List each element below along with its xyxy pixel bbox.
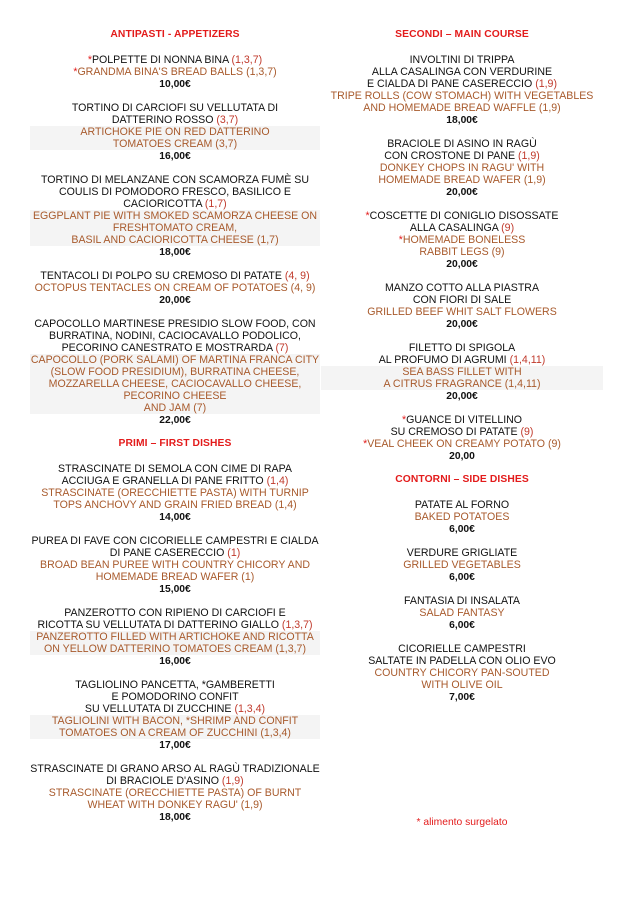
dish-text: STRASCINATE DI GRANO ARSO AL RAGÙ TRADIZIONALE [30,763,320,775]
dish-text: INVOLTINI DI TRIPPA [409,54,515,66]
dish-text: COSCETTE DI CONIGLIO DISOSSATE [369,210,559,222]
dish-text: TOMATOES ON A CREAM OF ZUCCHINI (1,3,4) [59,727,291,739]
menu-dish [321,282,603,331]
dish-text: CON FIORI DI SALE [412,294,512,306]
dish-text: RABBIT LEGS (9) [419,246,505,258]
dish-text: SU CREMOSO DI PATATE [390,426,521,438]
dish-price: 22,00€ [159,415,191,426]
dish-name-italian [30,619,320,631]
dish-name-english [30,138,320,150]
dish-price: 7,00€ [449,692,475,703]
menu-dish [321,595,603,632]
dish-name-english [30,559,320,571]
allergen-codes: (1,4,11) [509,354,546,366]
dish-text: MOZZARELLA CHEESE, CACIOCAVALLO CHEESE, [48,378,302,390]
dish-name-italian [30,174,320,186]
dish-price: 17,00€ [159,740,191,751]
dish-name-english [30,366,320,378]
allergen-codes: (1,3,7) [281,619,313,631]
dish-text: TORTINO DI MELANZANE CON SCAMORZA FUMÈ SU [40,174,309,186]
allergen-codes: (4, 9) [284,270,310,282]
dish-text: HOMEMADE BREAD WAFER (1) [95,571,255,583]
dish-text: STRASCINATE (ORECCHIETTE PASTA) OF BURNT [48,787,302,799]
menu-dish [30,607,320,668]
dish-name-english [30,222,320,234]
allergen-codes: (1,9) [535,78,557,90]
allergen-codes: (3,7) [216,114,239,126]
dish-name-english [321,366,603,378]
menu-section [30,29,320,427]
dish-text: PECORINO CANESTRATO E MOSTRARDA [61,342,276,354]
dish-name-english [321,174,603,186]
dish-name-italian [321,294,603,306]
dish-text: EGGPLANT PIE WITH SMOKED SCAMORZA CHEESE ON [32,210,318,222]
dish-text: DATTERINO ROSSO [111,114,217,126]
dish-text: TOPS ANCHOVY AND GRAIN FRIED BREAD (1,4) [53,499,297,511]
dish-name-italian [321,655,603,667]
dish-text: DONKEY CHOPS IN RAGU' WITH [379,162,545,174]
dish-text: BRACIOLE DI ASINO IN RAGÙ [387,138,537,150]
menu-dish [30,763,320,824]
dish-text: GRILLED BEEF WHIT SALT FLOWERS [367,306,557,318]
dish-name-english [321,378,603,390]
allergen-codes: (9) [520,426,534,438]
dish-name-english [30,727,320,739]
dish-price: 20,00€ [159,295,191,306]
dish-name-italian [30,475,320,487]
dish-name-italian [321,499,603,511]
menu-dish [321,414,603,463]
dish-text: PATATE AL FORNO [414,499,510,511]
dish-name-english [30,631,320,643]
dish-text: E POMODORINO CONFIT [111,691,239,703]
dish-name-italian [30,198,320,210]
dish-text: PUREA DI FAVE CON CICORIELLE CAMPESTRI E CIALDA [31,535,319,547]
left-column [30,29,320,835]
dish-name-english [321,667,603,679]
frozen-asterisk: * [73,66,78,78]
dish-price: 20,00€ [446,319,478,330]
dish-text: SALTATE IN PADELLA CON OLIO EVO [368,655,556,667]
dish-text: TENTACOLI DI POLPO SU CREMOSO DI PATATE [40,270,285,282]
dish-text: STRASCINATE (ORECCHIETTE PASTA) WITH TURNIP [41,487,309,499]
dish-name-english [30,354,320,366]
section-title: SECONDI – MAIN COURSE [395,29,529,40]
dish-name-italian [321,66,603,78]
dish-text: TORTINO DI CARCIOFI SU VELLUTATA DI [71,102,279,114]
frozen-asterisk: * [365,210,370,222]
dish-name-italian [321,414,603,426]
allergen-codes: (1,3,7) [231,54,263,66]
dish-name-italian [321,222,603,234]
dish-text: COULIS DI POMODORO FRESCO, BASILICO E [59,186,291,198]
menu-dish [30,679,320,752]
dish-text: STRASCINATE DI SEMOLA CON CIME DI RAPA [58,463,292,475]
allergen-codes: (9) [501,222,515,234]
dish-name-english [30,487,320,499]
dish-price: 6,00€ [449,572,475,583]
dish-text: A CITRUS FRAGRANCE (1,4,11) [383,378,541,390]
dish-text: DI BRACIOLE D'ASINO [106,775,222,787]
dish-name-english [321,559,603,571]
dish-name-italian [321,138,603,150]
menu-dish [321,138,603,199]
dish-text: TRIPE ROLLS (COW STOMACH) WITH VEGETABLES [330,90,594,102]
dish-price: 18,00€ [446,115,478,126]
dish-text: VERDURE GRIGLIATE [406,547,518,559]
dish-text: VEAL CHEEK ON CREAMY POTATO (9) [367,438,561,450]
allergen-codes: (1) [227,547,241,559]
dish-text: MANZO COTTO ALLA PIASTRA [384,282,540,294]
dish-text: FILETTO DI SPIGOLA [408,342,516,354]
allergen-codes: (1,3,4) [234,703,266,715]
menu-dish [30,174,320,259]
dish-text: RICOTTA SU VELLUTATA DI DATTERINO GIALLO [37,619,282,631]
dish-name-italian [30,679,320,691]
dish-price: 20,00€ [446,391,478,402]
dish-name-italian [321,150,603,162]
menu-section [321,29,603,463]
dish-text: ON YELLOW DATTERINO TOMATOES CREAM (1,3,7) [44,643,306,655]
dish-text: BROAD BEAN PUREE WITH COUNTRY CHICORY AND [40,559,310,571]
dish-name-italian [30,691,320,703]
dish-text: CACIORICOTTA [123,198,205,210]
dish-price: 10,00€ [159,79,191,90]
menu-dish [30,54,320,91]
dish-name-english [30,210,320,222]
dish-name-english [30,787,320,799]
dish-text: SEA BASS FILLET WITH [402,366,522,378]
dish-text: GRANDMA BINA'S BREAD BALLS (1,3,7) [77,66,277,78]
dish-text: (SLOW FOOD PRESIDIUM), BURRATINA CHEESE, [50,366,300,378]
dish-text: CAPOCOLLO (PORK SALAMI) OF MARTINA FRANCA CITY [30,354,320,366]
dish-name-english [321,607,603,619]
dish-text: ARTICHOKE PIE ON RED DATTERINO [80,126,270,138]
dish-text: COUNTRY CHICORY PAN-SOUTED [374,667,550,679]
dish-name-italian [30,463,320,475]
dish-name-italian [321,78,603,90]
dish-text: TAGLIOLINI WITH BACON, *SHRIMP AND CONFIT [51,715,299,727]
dish-name-english [30,66,320,78]
dish-name-english [321,306,603,318]
dish-price: 6,00€ [449,524,475,535]
dish-name-italian [30,703,320,715]
dish-text: AND JAM (7) [143,402,207,414]
dish-name-english [30,378,320,390]
dish-name-italian [321,643,603,655]
dish-name-italian [30,535,320,547]
dish-name-italian [30,54,320,66]
dish-text: ALLA CASALINGA [409,222,502,234]
dish-name-italian [321,354,603,366]
menu-dish [30,463,320,524]
frozen-asterisk: * [401,414,407,426]
dish-text: POLPETTE DI NONNA BINA [91,54,232,66]
dish-name-english [30,402,320,414]
dish-name-italian [321,210,603,222]
dish-price: 16,00€ [159,656,191,667]
menu-dish [321,499,603,536]
dish-name-italian [30,102,320,114]
dish-name-italian [30,186,320,198]
dish-name-italian [321,426,603,438]
dish-name-italian [321,547,603,559]
section-title: PRIMI – FIRST DISHES [118,438,232,449]
dish-name-italian [30,607,320,619]
dish-name-italian [30,342,320,354]
dish-name-italian [30,330,320,342]
allergen-codes: (1,9) [518,150,540,162]
menu-dish [30,102,320,163]
dish-price: 20,00€ [446,259,478,270]
dish-name-english [321,234,603,246]
dish-name-english [321,102,603,114]
dish-text: HOMEMADE BREAD WAFER (1,9) [378,174,546,186]
dish-text: OCTOPUS TENTACLES ON CREAM OF POTATOES (4, 9) [34,282,316,294]
dish-text: FANTASIA DI INSALATA [404,595,520,607]
dish-text: HOMEMADE BONELESS [402,234,526,246]
menu-dish [30,270,320,307]
dish-text: TOMATOES CREAM (3,7) [112,138,238,150]
dish-text: WITH OLIVE OIL [421,679,503,691]
dish-name-english [30,499,320,511]
menu-dish [30,318,320,427]
dish-price: 20,00 [449,451,475,462]
dish-name-english [30,234,320,246]
dish-text: GUANCE DI VITELLINO [406,414,523,426]
dish-name-italian [321,54,603,66]
frozen-asterisk: * [398,234,403,246]
allergen-codes: (1,4) [266,475,289,487]
dish-name-italian [321,282,603,294]
menu-dish [30,535,320,596]
menu-section [321,474,603,704]
dish-name-english [30,643,320,655]
menu-dish [321,210,603,271]
dish-text: BAKED POTATOES [414,511,510,523]
menu-section [30,438,320,824]
dish-price: 6,00€ [449,620,475,631]
dish-name-english [321,679,603,691]
dish-text: E CIALDA DI PANE CASERECCIO [367,78,536,90]
dish-text: CICORIELLE CAMPESTRI [398,643,526,655]
dish-text: CAPOCOLLO MARTINESE PRESIDIO SLOW FOOD, CON [34,318,316,330]
dish-name-english [30,390,320,402]
dish-price: 16,00€ [159,151,191,162]
dish-price: 15,00€ [159,584,191,595]
dish-name-english [30,571,320,583]
dish-name-italian [321,342,603,354]
dish-name-english [321,246,603,258]
dish-text: CON CROSTONE DI PANE [384,150,519,162]
dish-name-italian [30,775,320,787]
frozen-asterisk: * [363,438,368,450]
menu-dish [321,54,603,127]
dish-name-english [321,438,603,450]
menu-dish [321,342,603,403]
dish-price: 18,00€ [159,247,191,258]
allergen-codes: (1,7) [204,198,227,210]
footnote-frozen-food: * alimento surgelato [416,817,508,828]
dish-text: FRESHTOMATO CREAM, [112,222,238,234]
dish-name-italian [30,763,320,775]
dish-name-english [30,126,320,138]
dish-text: SALAD FANTASY [419,607,505,619]
dish-name-italian [30,114,320,126]
dish-name-italian [30,318,320,330]
section-title: ANTIPASTI - APPETIZERS [110,29,240,40]
dish-text: AND HOMEMADE BREAD WAFFLE (1,9) [363,102,561,114]
dish-text: BASIL AND CACIORICOTTA CHEESE (1,7) [71,234,279,246]
allergen-codes: (7) [275,342,289,354]
frozen-asterisk: * [87,54,92,66]
dish-text: TAGLIOLINO PANCETTA, *GAMBERETTI [75,679,275,691]
dish-text: PANZEROTTO CON RIPIENO DI CARCIOFI E [64,607,286,619]
dish-text: BURRATINA, NODINI, CACIOCAVALLO PODOLICO, [49,330,301,342]
menu-dish [321,547,603,584]
dish-price: 18,00€ [159,812,191,823]
dish-text: PANZEROTTO FILLED WITH ARTICHOKE AND RICOTTA [36,631,314,643]
menu-dish [321,643,603,704]
dish-name-english [30,799,320,811]
dish-name-italian [30,270,320,282]
dish-text: GRILLED VEGETABLES [403,559,521,571]
dish-name-english [30,715,320,727]
dish-name-italian [321,595,603,607]
dish-name-english [321,511,603,523]
dish-text: AL PROFUMO DI AGRUMI [378,354,510,366]
dish-name-english [30,282,320,294]
allergen-codes: (1,9) [221,775,244,787]
dish-text: ALLA CASALINGA CON VERDURINE [371,66,553,78]
dish-name-english [321,90,603,102]
dish-text: ACCIUGA E GRANELLA DI PANE FRITTO [61,475,267,487]
section-title: CONTORNI – SIDE DISHES [395,474,529,485]
dish-text: DI PANE CASERECCIO [109,547,228,559]
dish-text: SU VELLUTATA DI ZUCCHINE [84,703,235,715]
dish-name-italian [30,547,320,559]
dish-name-english [321,162,603,174]
dish-price: 14,00€ [159,512,191,523]
dish-price: 20,00€ [446,187,478,198]
dish-text: PECORINO CHEESE [123,390,227,402]
right-column [321,29,603,715]
dish-text: WHEAT WITH DONKEY RAGU' (1,9) [87,799,263,811]
